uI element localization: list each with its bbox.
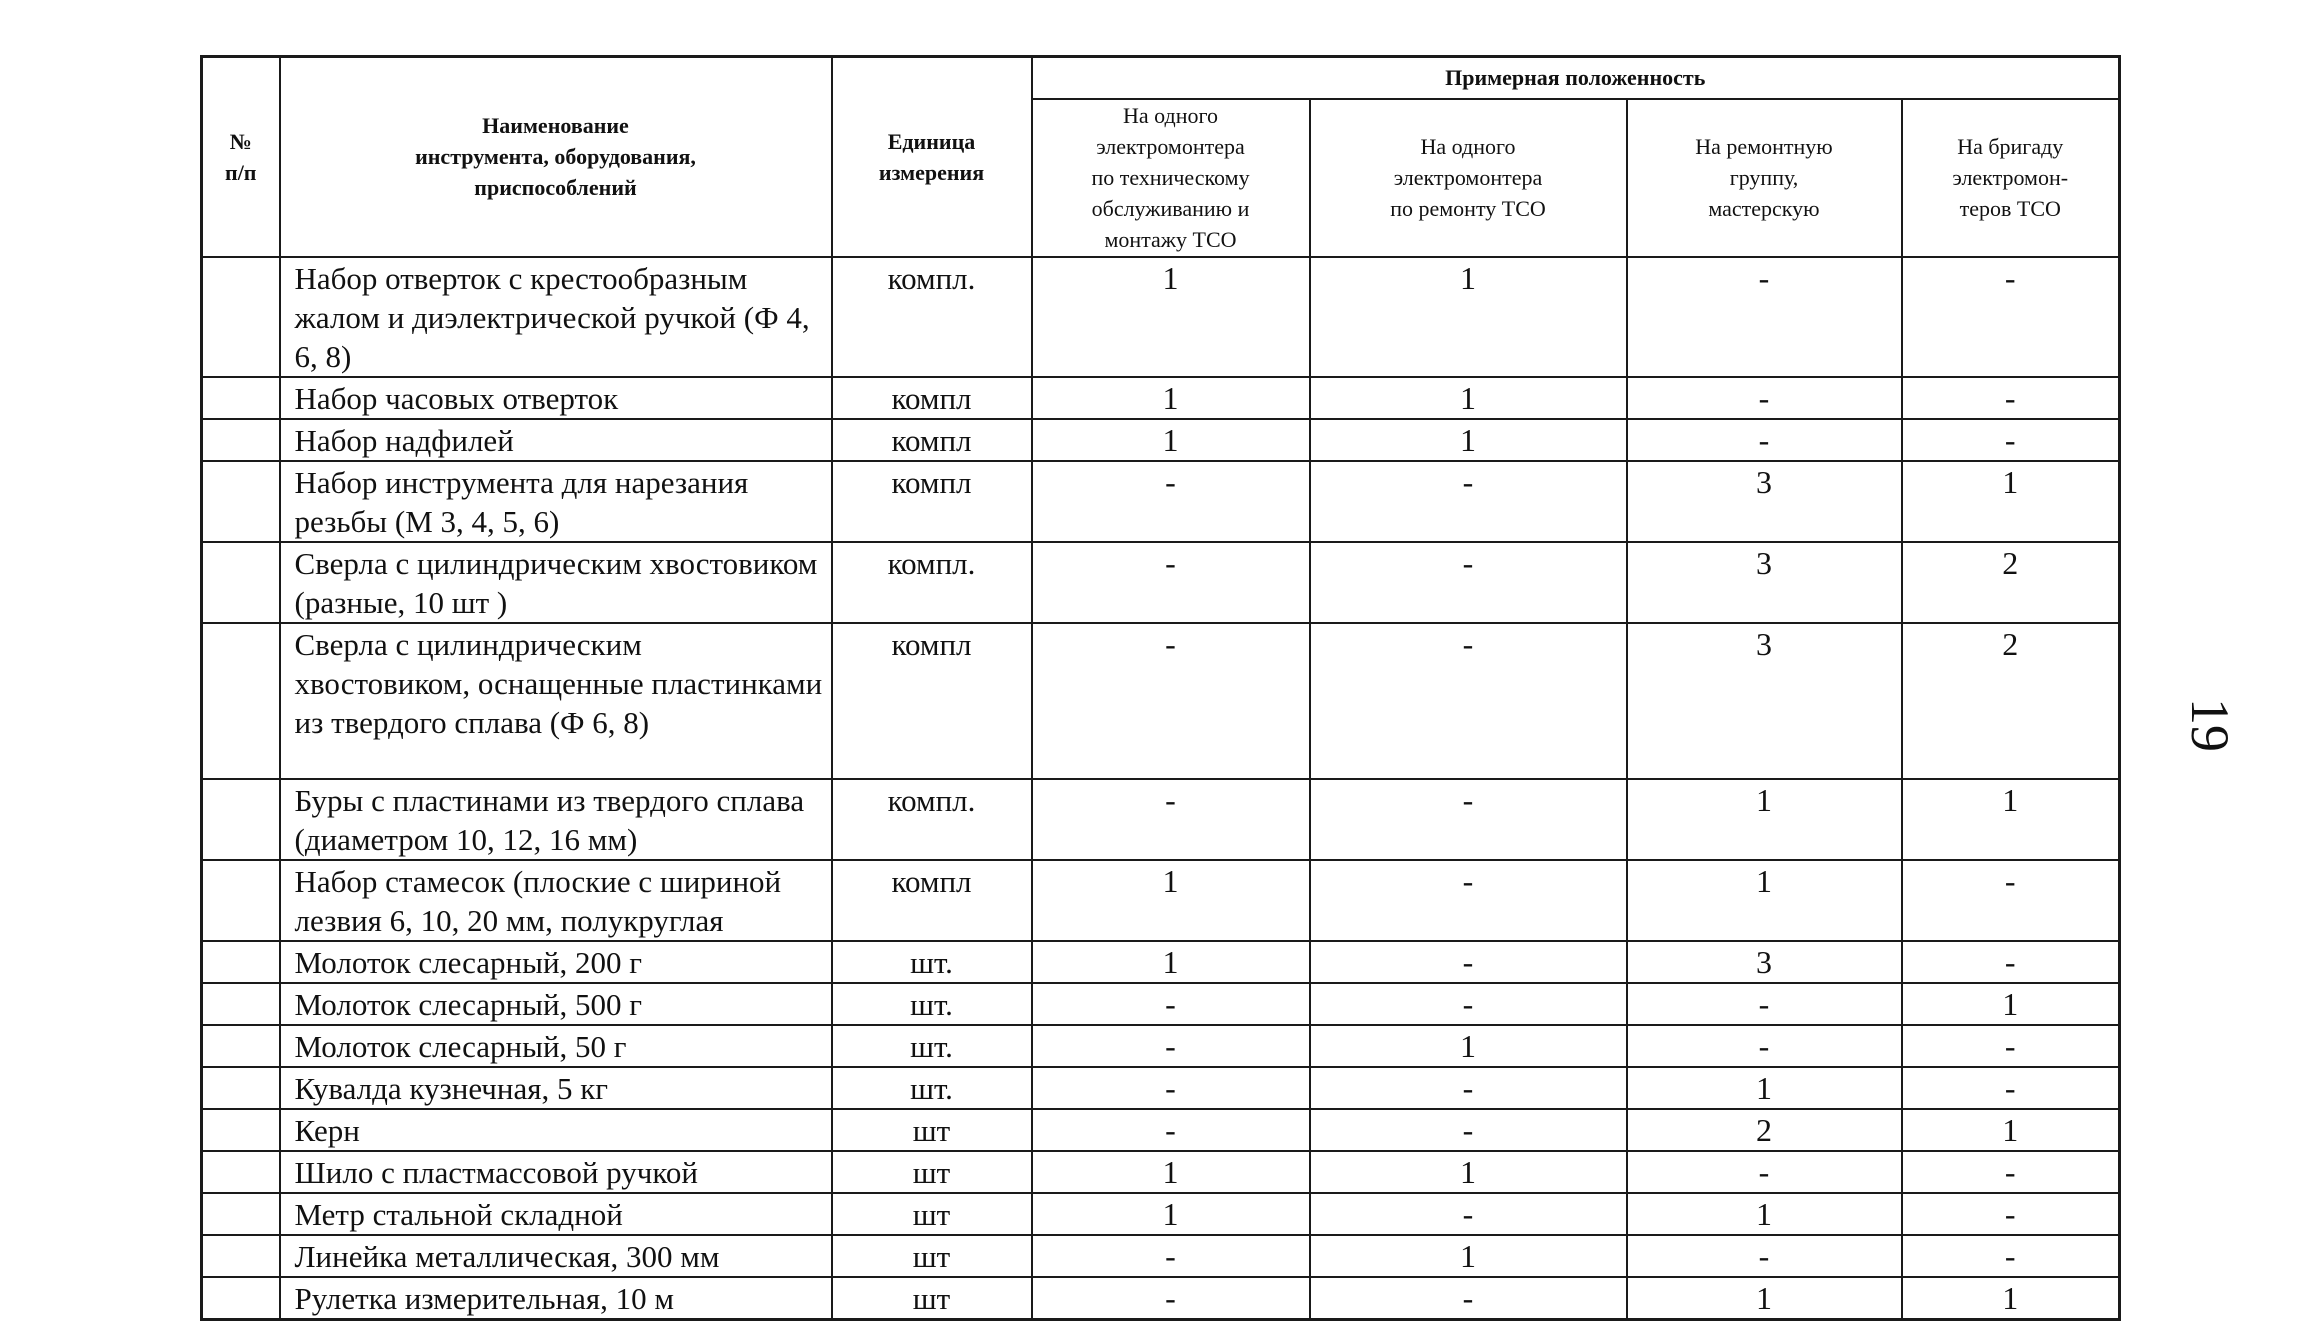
row-value-repair: 1	[1310, 257, 1627, 377]
row-value-maintenance: 1	[1032, 257, 1310, 377]
table-row	[202, 1235, 2120, 1277]
row-name: Набор отверток с крестообразным жалом и диэлектрической ручкой (Ф 4, 6, 8)	[280, 257, 832, 377]
row-value-workshop: 3	[1627, 623, 1902, 779]
table-row	[202, 623, 2120, 779]
row-value-workshop: 2	[1627, 1109, 1902, 1151]
row-value-repair: -	[1310, 941, 1627, 983]
row-name: Набор инструмента для нарезания резьбы (М 3, 4, 5, 6)	[280, 461, 832, 542]
row-unit: компл.	[832, 542, 1032, 623]
row-value-maintenance: -	[1032, 623, 1310, 779]
row-value-repair: -	[1310, 983, 1627, 1025]
row-value-workshop: 3	[1627, 941, 1902, 983]
page-number: 19	[2180, 698, 2240, 752]
row-value-repair: -	[1310, 542, 1627, 623]
row-unit: компл.	[832, 257, 1032, 377]
row-value-workshop: -	[1627, 257, 1902, 377]
header-group-title: Примерная положенность	[1032, 57, 2120, 99]
row-unit: шт.	[832, 983, 1032, 1025]
row-value-workshop: 1	[1627, 1067, 1902, 1109]
table-row	[202, 860, 2120, 941]
row-value-workshop: -	[1627, 377, 1902, 419]
row-value-maintenance: -	[1032, 542, 1310, 623]
row-number	[202, 1025, 280, 1067]
row-number	[202, 542, 280, 623]
header-sub-workshop: На ремонтную группу, мастерскую	[1627, 99, 1902, 257]
row-value-maintenance: 1	[1032, 1193, 1310, 1235]
row-value-workshop: 3	[1627, 542, 1902, 623]
row-value-workshop: -	[1627, 1151, 1902, 1193]
row-value-repair: -	[1310, 1067, 1627, 1109]
row-value-maintenance: -	[1032, 779, 1310, 860]
row-value-workshop: 1	[1627, 779, 1902, 860]
table-row	[202, 1067, 2120, 1109]
row-value-brigade: -	[1902, 860, 2120, 941]
row-unit: шт	[832, 1109, 1032, 1151]
row-number	[202, 779, 280, 860]
row-name: Буры с пластинами из твердого сплава (диаметром 10, 12, 16 мм)	[280, 779, 832, 860]
row-value-repair: -	[1310, 461, 1627, 542]
row-value-workshop: 1	[1627, 1277, 1902, 1320]
row-value-brigade: 1	[1902, 1109, 2120, 1151]
row-value-brigade: -	[1902, 257, 2120, 377]
row-unit: шт.	[832, 1025, 1032, 1067]
row-name: Рулетка измерительная, 10 м	[280, 1277, 832, 1320]
row-unit: шт	[832, 1277, 1032, 1320]
header-sub-brigade: На бригаду электромон- теров ТСО	[1902, 99, 2120, 257]
table-row	[202, 1193, 2120, 1235]
row-value-workshop: -	[1627, 1235, 1902, 1277]
row-value-brigade: -	[1902, 941, 2120, 983]
header-sub-repair: На одного электромонтера по ремонту ТСО	[1310, 99, 1627, 257]
row-value-workshop: 3	[1627, 461, 1902, 542]
row-name: Метр стальной складной	[280, 1193, 832, 1235]
row-name: Линейка металлическая, 300 мм	[280, 1235, 832, 1277]
row-value-brigade: -	[1902, 1067, 2120, 1109]
row-number	[202, 1193, 280, 1235]
table-row	[202, 1277, 2120, 1320]
row-unit: шт	[832, 1193, 1032, 1235]
row-name: Керн	[280, 1109, 832, 1151]
row-value-brigade: 1	[1902, 779, 2120, 860]
row-value-repair: -	[1310, 1193, 1627, 1235]
row-number	[202, 257, 280, 377]
row-name: Кувалда кузнечная, 5 кг	[280, 1067, 832, 1109]
row-unit: компл	[832, 623, 1032, 779]
row-value-maintenance: -	[1032, 983, 1310, 1025]
row-value-maintenance: 1	[1032, 941, 1310, 983]
row-value-repair: -	[1310, 779, 1627, 860]
row-name: Набор часовых отверток	[280, 377, 832, 419]
row-unit: шт	[832, 1151, 1032, 1193]
row-number	[202, 1109, 280, 1151]
row-number	[202, 461, 280, 542]
row-number	[202, 1151, 280, 1193]
row-unit: шт	[832, 1235, 1032, 1277]
row-number	[202, 860, 280, 941]
table-body	[202, 257, 2120, 1320]
row-value-workshop: 1	[1627, 1193, 1902, 1235]
header-name: Наименование инструмента, оборудования, приспособлений	[280, 57, 832, 257]
row-value-brigade: -	[1902, 1025, 2120, 1067]
row-value-workshop: -	[1627, 419, 1902, 461]
table-row	[202, 542, 2120, 623]
table-row	[202, 377, 2120, 419]
row-value-brigade: 1	[1902, 983, 2120, 1025]
row-number	[202, 1235, 280, 1277]
table-row	[202, 461, 2120, 542]
row-name: Набор стамесок (плоские с шириной лезвия 6, 10, 20 мм, полукруглая	[280, 860, 832, 941]
row-unit: компл.	[832, 779, 1032, 860]
header-num: № п/п	[202, 57, 280, 257]
row-value-maintenance: 1	[1032, 860, 1310, 941]
row-value-repair: -	[1310, 623, 1627, 779]
row-value-brigade: 2	[1902, 623, 2120, 779]
row-value-repair: -	[1310, 860, 1627, 941]
row-number	[202, 1067, 280, 1109]
row-name: Молоток слесарный, 50 г	[280, 1025, 832, 1067]
row-value-maintenance: -	[1032, 1025, 1310, 1067]
row-name: Молоток слесарный, 500 г	[280, 983, 832, 1025]
row-name: Сверла с цилиндрическим хвостовиком, оснащенные пластинками из твердого сплава (Ф 6, 8)	[280, 623, 832, 779]
table-row	[202, 419, 2120, 461]
row-name: Молоток слесарный, 200 г	[280, 941, 832, 983]
row-number	[202, 983, 280, 1025]
row-number	[202, 623, 280, 779]
header-unit: Единица измерения	[832, 57, 1032, 257]
row-number	[202, 1277, 280, 1320]
row-unit: шт.	[832, 941, 1032, 983]
row-value-workshop: -	[1627, 1025, 1902, 1067]
row-value-brigade: 1	[1902, 461, 2120, 542]
table-row	[202, 1109, 2120, 1151]
table-row	[202, 1025, 2120, 1067]
row-unit: компл	[832, 860, 1032, 941]
row-unit: компл	[832, 377, 1032, 419]
row-unit: шт.	[832, 1067, 1032, 1109]
row-value-brigade: 2	[1902, 542, 2120, 623]
row-value-repair: -	[1310, 1109, 1627, 1151]
row-value-brigade: -	[1902, 419, 2120, 461]
header-sub-maintenance: На одного электромонтера по техническому обслуживанию и монтажу ТСО	[1032, 99, 1310, 257]
row-value-workshop: -	[1627, 983, 1902, 1025]
row-value-maintenance: -	[1032, 1235, 1310, 1277]
table-row	[202, 257, 2120, 377]
row-value-maintenance: -	[1032, 461, 1310, 542]
row-value-maintenance: 1	[1032, 1151, 1310, 1193]
row-value-brigade: 1	[1902, 1277, 2120, 1320]
equipment-table	[200, 55, 2121, 1321]
row-value-brigade: -	[1902, 1193, 2120, 1235]
row-value-maintenance: 1	[1032, 419, 1310, 461]
row-value-repair: 1	[1310, 377, 1627, 419]
row-value-brigade: -	[1902, 1235, 2120, 1277]
row-value-maintenance: -	[1032, 1277, 1310, 1320]
table-header	[202, 57, 2120, 257]
row-value-repair: 1	[1310, 1151, 1627, 1193]
row-name: Набор надфилей	[280, 419, 832, 461]
row-value-maintenance: -	[1032, 1109, 1310, 1151]
row-unit: компл	[832, 461, 1032, 542]
table-row	[202, 983, 2120, 1025]
row-number	[202, 377, 280, 419]
row-unit: компл	[832, 419, 1032, 461]
row-value-repair: 1	[1310, 419, 1627, 461]
row-number	[202, 941, 280, 983]
row-value-workshop: 1	[1627, 860, 1902, 941]
row-value-brigade: -	[1902, 377, 2120, 419]
table-row	[202, 941, 2120, 983]
row-value-repair: 1	[1310, 1235, 1627, 1277]
table-row	[202, 1151, 2120, 1193]
row-value-brigade: -	[1902, 1151, 2120, 1193]
row-number	[202, 419, 280, 461]
table-row	[202, 779, 2120, 860]
row-value-repair: 1	[1310, 1025, 1627, 1067]
row-name: Сверла с цилиндрическим хвостовиком (разные, 10 шт )	[280, 542, 832, 623]
row-value-repair: -	[1310, 1277, 1627, 1320]
row-name: Шило с пластмассовой ручкой	[280, 1151, 832, 1193]
row-value-maintenance: -	[1032, 1067, 1310, 1109]
row-value-maintenance: 1	[1032, 377, 1310, 419]
